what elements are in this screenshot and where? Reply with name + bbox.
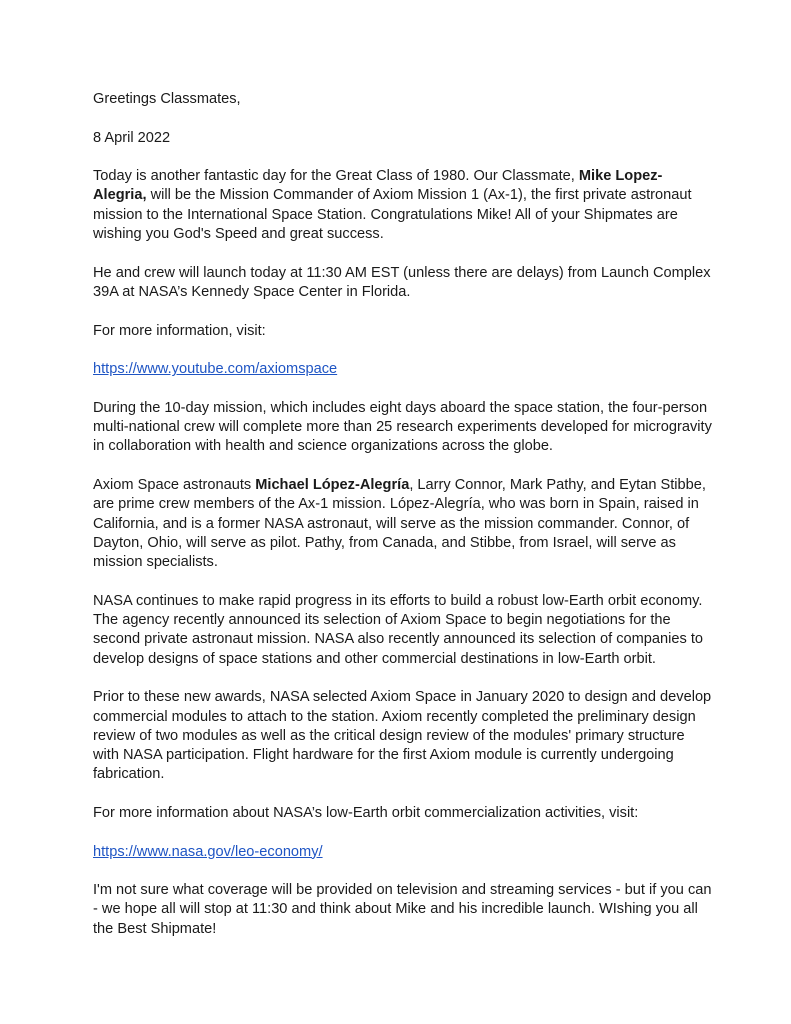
paragraph-announcement [93, 167, 713, 244]
paragraph-crew-intro: Axiom Space astronauts [93, 476, 256, 493]
paragraph-announcement-intro: Today is another fantastic day for the Great Class of 1980. Our Classmate, [93, 168, 579, 185]
paragraph-nasa-progress: NASA continues to make rapid progress in its efforts to build a robust low-Earth orbit economy. The agency recently announced its selection of Axiom Space to begin negotiations for the second private astronaut mission. NASA also recently announced its selection of companies to develop designs of space stations and other commercial destinations in low-Earth orbit. [93, 592, 704, 667]
link-paragraph-youtube [93, 360, 713, 379]
classmate-name: Mike Lopez-Alegria, [93, 168, 663, 204]
paragraph-leo-info: For more information about NASA’s low-Earth orbit commercialization activities, visit: [93, 804, 639, 821]
paragraph-announcement-rest: will be the Mission Commander of Axiom Mission 1 (Ax-1), the first private astronaut mission to the International Space Station. Congratulations Mike! All of your Shipmates are wishing you God's Speed and great success. [93, 187, 692, 243]
letter-date: 8 April 2022 [93, 129, 171, 146]
paragraph-prior-awards: Prior to these new awards, NASA selected Axiom Space in January 2020 to design and develop commercial modules to attach to the station. Axiom recently completed the preliminary design review of two modules as well as the critical design review of the modules' primary structure with NASA participation. Flight hardware for the first Axiom module is currently undergoing fabrication. [93, 689, 712, 783]
letter-body [93, 90, 713, 958]
paragraph-closing: I'm not sure what coverage will be provided on television and streaming services - but if you can - we hope all will stop at 11:30 and think about Mike and his incredible launch. WIshing you all the Best Shipmate! [93, 882, 712, 937]
paragraph-launch-details: He and crew will launch today at 11:30 AM EST (unless there are delays) from Launch Complex 39A at NASA’s Kennedy Space Center in Florida. [93, 264, 711, 300]
commander-name: Michael López-Alegría [255, 476, 410, 493]
link-paragraph-nasa [93, 843, 713, 862]
paragraph-crew [93, 476, 713, 572]
paragraph-mission: During the 10-day mission, which includes eight days aboard the space station, the four-person multi-national crew will complete more than 25 research experiments developed for microgravity in collaboration with health and science organizations across the globe. [93, 399, 712, 455]
paragraph-crew-rest: , Larry Connor, Mark Pathy, and Eytan Stibbe, are prime crew members of the Ax-1 mission. López-Alegría, who was born in Spain, raised in California, and is a former NASA astronaut, will serve as the mission commander. Connor, of Dayton, Ohio, will serve as pilot. Pathy, from Canada, and Stibbe, from Israel, will serve as mission specialists. [93, 476, 706, 571]
greeting: Greetings Classmates, [93, 91, 241, 107]
nasa-leo-link[interactable]: https://www.nasa.gov/leo-economy/ [93, 843, 323, 860]
paragraph-more-info: For more information, visit: [93, 322, 266, 339]
youtube-link[interactable]: https://www.youtube.com/axiomspace [93, 361, 338, 378]
